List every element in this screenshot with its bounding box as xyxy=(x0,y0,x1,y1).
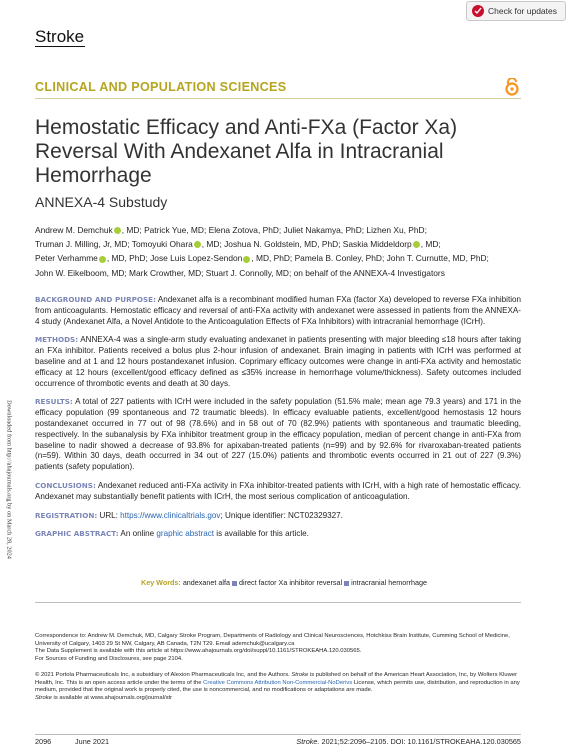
article-title: Hemostatic Efficacy and Anti-FXa (Factor Xa) Reversal With Andexanet Alfa in Intracranial Hemorrhage xyxy=(35,116,458,187)
copyright-text: is published on behalf of the American Heart Association, Inc, by Wolters Kluwer Health, Inc. This is an open access article under the terms of the xyxy=(35,672,518,686)
check-for-updates-badge[interactable] xyxy=(466,1,566,21)
author-text: Peter Verhamme xyxy=(35,253,98,264)
check-updates-icon xyxy=(472,5,484,17)
orcid-icon[interactable] xyxy=(99,256,106,263)
copyright-text: © 2021 Portola Pharmaceuticals Inc, a subsidiary of Alexion Pharmaceuticals Inc, and the Authors. xyxy=(35,672,290,678)
journal-italic: Stroke xyxy=(35,694,52,701)
section-heading: CLINICAL AND POPULATION SCIENCES xyxy=(35,80,287,94)
journal-name: Stroke xyxy=(35,27,85,46)
footer-divider xyxy=(35,734,521,735)
author-text: , MD; Joshua N. Goldstein, MD, PhD; Saskia Middeldorp xyxy=(201,239,412,250)
graphic-abstract-text: is available for this article. xyxy=(214,529,309,539)
abstract-background xyxy=(35,295,521,327)
registration-text: URL: xyxy=(99,510,121,520)
correspondence-block xyxy=(35,633,525,663)
orcid-icon[interactable] xyxy=(194,241,201,248)
license-link[interactable]: Creative Commons Attribution Non-Commercial-NoDerivs xyxy=(203,679,353,686)
abstract-conclusions xyxy=(35,481,521,503)
methods-heading: METHODS: xyxy=(35,335,79,345)
author-text: , MD; xyxy=(420,239,441,250)
author-text: Truman J. Milling, Jr, MD; Tomoyuki Ohara xyxy=(35,239,193,250)
author-text: John W. Eikelboom, MD; Mark Crowther, MD; Stuart J. Connolly, MD; on behalf of the ANNEXA-4 Investigators xyxy=(35,267,445,278)
abstract-registration xyxy=(35,511,521,522)
data-supplement-note: The Data Supplement is available with this article at https://www.ahajournals.org/doi/suppl/10.1161/STROKEAHA.120.030565. xyxy=(35,648,362,655)
abstract-results xyxy=(35,397,521,473)
correspondence-address: Correspondence to: Andrew M. Demchuk, MD, Calgary Stroke Program, Departments of Radiology and Clinical Neurosciences, Hotchkiss Brain Institute, Cumming School of Medicine, University of Calgary, 1403 29 St NW, Calgary, AB Canada, T2N T29. Email ademchuk@ucalgary.ca xyxy=(35,633,510,647)
copyright-block xyxy=(35,672,525,702)
bullet-square-icon xyxy=(344,581,349,586)
citation-text: 2021;52:2096–2105. DOI: 10.1161/STROKEAHA.120.030565 xyxy=(321,737,521,746)
availability-text: is available at www.ahajournals.org/journal/str xyxy=(53,694,173,701)
citation xyxy=(260,737,521,746)
orcid-icon[interactable] xyxy=(114,227,121,234)
results-text: A total of 227 patients with ICrH were included in the safety population (51.5% male; mean age 79.3 years) and 171 in the efficacy population (99 spontaneous and 72 traumatic bleeds). In efficacy evaluable patients, excellent/good hemostasis 12 hours postandexanet occurred in 77 out of 98 (78.6%) and in 58 out of 70 (82.9%) patients with spontaneous and traumatic bleeding, respectively. In the subanalysis by FXa inhibitor treatment group in the efficacy population, median of percent change in anti-FXa from baseline to nadir showed a decrease of 93.8% for apixaban-treated patients (n=99) and by 92.6% for rivaroxaban-treated patients (n=59). Within 30 days, death occurred in 34 out of 227 (15.0%) patients and thrombotic events occurred in 21 out of 227 (9.3%) patients (safety population). xyxy=(35,397,521,472)
abstract-methods xyxy=(35,335,521,389)
graphic-abstract-link[interactable]: graphic abstract xyxy=(156,529,215,539)
keywords xyxy=(0,578,568,587)
graphic-abstract-text: An online xyxy=(120,529,157,539)
author-text: , MD; Patrick Yue, MD; Elena Zotova, PhD; Juliet Nakamya, PhD; Lizhen Xu, PhD; xyxy=(121,225,427,235)
issue-date: June 2021 xyxy=(75,737,110,746)
author-text: Andrew M. Demchuk xyxy=(35,225,113,235)
background-text: Andexanet alfa is a recombinant modified human FXa (factor Xa) developed to reverse FXa inhibition from anticoagulants. Hemostatic efficacy and reversal of anti-FXa activity with andexanet were assessed in patients from the ANNEXA-4 study (Andexanet Alfa, a Novel Antidote to the Anticoagulation Effects of FXa Inhibitors) with intracranial hemorrhage (ICrH). xyxy=(35,295,521,326)
conclusions-text: Andexanet reduced anti-FXa activity in FXa inhibitor-treated patients with ICrH, with a high rate of hemostatic efficacy. Andexanet may substantially benefit patients with ICrH, the most serious complication of anticoagulation. xyxy=(35,480,521,501)
page-number: 2096 xyxy=(35,737,52,746)
methods-text: ANNEXA-4 was a single-arm study evaluating andexanet in patients presenting with major bleeding ≤18 hours after taking an FXa inhibitor. Patients received a bolus plus 2-hour infusion of andexanet. Brain imaging in patients with ICrH was performed at baseline and at 1 and 12 hours postandexanet infusion. Coprimary efficacy outcomes were change in anti-FXa activity and hemostatic efficacy at 12 hours (excellent/good efficacy defined as ≤35% increase in hemorrhage volume/thickness). Safety outcomes included occurrence of thrombotic events and death at 30 days. xyxy=(35,335,521,388)
bullet-square-icon xyxy=(232,581,237,586)
registration-heading: REGISTRATION: xyxy=(35,510,98,520)
keywords-label: Key Words: xyxy=(141,578,181,587)
article-subtitle: ANNEXA-4 Substudy xyxy=(35,194,168,210)
abstract xyxy=(35,295,521,548)
journal-italic: Stroke. xyxy=(296,737,320,746)
funding-note: For Sources of Funding and Disclosures, see page 2104. xyxy=(35,655,183,662)
keyword-item: andexanet alfa xyxy=(182,578,230,587)
author-text: , MD, PhD; Jose Luis Lopez-Sendon xyxy=(106,253,243,264)
registration-text: ; Unique identifier: NCT02329327. xyxy=(220,510,343,520)
background-heading: BACKGROUND AND PURPOSE: xyxy=(35,295,156,304)
orcid-icon[interactable] xyxy=(413,241,420,248)
keyword-item: direct factor Xa inhibitor reversal xyxy=(238,578,343,587)
abstract-graphic xyxy=(35,529,521,540)
badge-label: Check for updates xyxy=(488,6,557,16)
keywords-divider xyxy=(35,602,521,603)
keyword-item: intracranial hemorrhage xyxy=(351,578,427,587)
journal-italic: Stroke xyxy=(291,672,309,678)
section-divider xyxy=(35,98,521,99)
registration-link[interactable]: https://www.clinicaltrials.gov xyxy=(120,510,221,520)
download-sidebar-text: Downloaded from http://ahajournals.org by on March 28, 2024 xyxy=(5,400,13,559)
conclusions-heading: CONCLUSIONS: xyxy=(35,480,96,490)
author-text: , MD, PhD; Pamela B. Conley, PhD; John T. Curnutte, MD, PhD; xyxy=(251,253,489,264)
journal-underline xyxy=(35,46,85,47)
open-access-icon xyxy=(503,78,521,96)
orcid-icon[interactable] xyxy=(243,256,250,263)
graphic-abstract-heading: GRAPHIC ABSTRACT: xyxy=(35,529,119,539)
results-heading: RESULTS: xyxy=(35,397,73,407)
author-list xyxy=(35,223,525,280)
copyright-text: License, which permits use, distribution, and reproduction in any medium, provided that the original work is properly cited, the use is noncommercial, and no modifications or adaptations are made. xyxy=(35,679,520,694)
